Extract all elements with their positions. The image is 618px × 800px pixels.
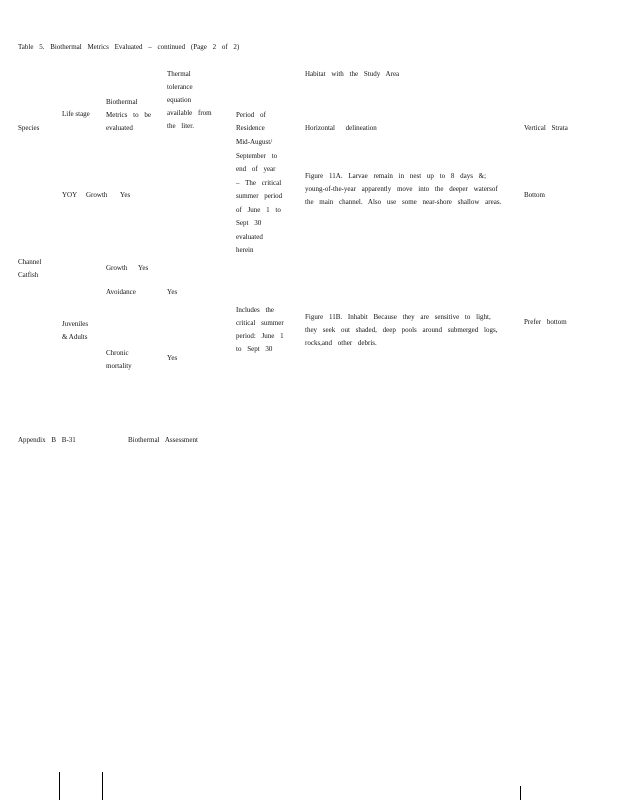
yoy-period: Mid-August/ September to end of year – The critical summer period of June 1 to Sept 30 evaluated herein bbox=[236, 138, 283, 254]
juveniles-life-stage: Juveniles & Adults bbox=[62, 320, 89, 341]
margin-rule bbox=[59, 772, 60, 800]
yoy-vertical: Bottom bbox=[524, 191, 546, 199]
header-thermal-tolerance: Thermal tolerance equation available from the liter. bbox=[167, 70, 212, 130]
growth-equation: Yes bbox=[138, 264, 149, 272]
header-habitat-group: Habitat with the Study Area bbox=[305, 70, 400, 78]
header-life-stage: Life stage bbox=[62, 110, 90, 118]
species-name: Channel Catfish bbox=[18, 258, 42, 279]
chronic-metric: Chronic mortality bbox=[106, 349, 132, 370]
yoy-equation: Yes bbox=[120, 191, 131, 199]
footer-section: Biothermal Assessment bbox=[128, 436, 198, 444]
avoidance-equation: Yes bbox=[167, 288, 178, 296]
header-period: Period of Residence bbox=[236, 111, 266, 132]
juveniles-horizontal: Figure 11B. Inhabit Because they are sensitive to light, they seek out shaded, deep pools around submerged logs, rocks,and other debris. bbox=[305, 313, 498, 347]
footer-appendix: Appendix B B-31 bbox=[18, 436, 76, 444]
yoy-metric: Growth bbox=[86, 191, 108, 199]
header-metrics: Biothermal Metrics to be evaluated bbox=[106, 98, 151, 132]
margin-rule bbox=[520, 786, 521, 800]
juveniles-vertical: Prefer bottom bbox=[524, 318, 567, 326]
header-species: Species bbox=[18, 124, 40, 132]
margin-rule bbox=[102, 772, 103, 800]
page-title: Table 5. Biothermal Metrics Evaluated – continued (Page 2 of 2) bbox=[18, 43, 240, 51]
juveniles-period: Includes the critical summer period: June 1 to Sept 30 bbox=[236, 306, 284, 353]
chronic-equation: Yes bbox=[167, 354, 178, 362]
header-vertical: Vertical Strata bbox=[524, 124, 568, 132]
growth-metric: Growth bbox=[106, 264, 128, 272]
yoy-horizontal: Figure 11A. Larvae remain in nest up to 8 days &; young-of-the-year apparently move into the deeper watersof the main channel. Also use some near-shore shallow areas. bbox=[305, 172, 502, 206]
header-horizontal: Horizontal delineation bbox=[305, 124, 377, 132]
yoy-life-stage: YOY bbox=[62, 191, 78, 199]
avoidance-metric: Avoidance bbox=[106, 288, 136, 296]
